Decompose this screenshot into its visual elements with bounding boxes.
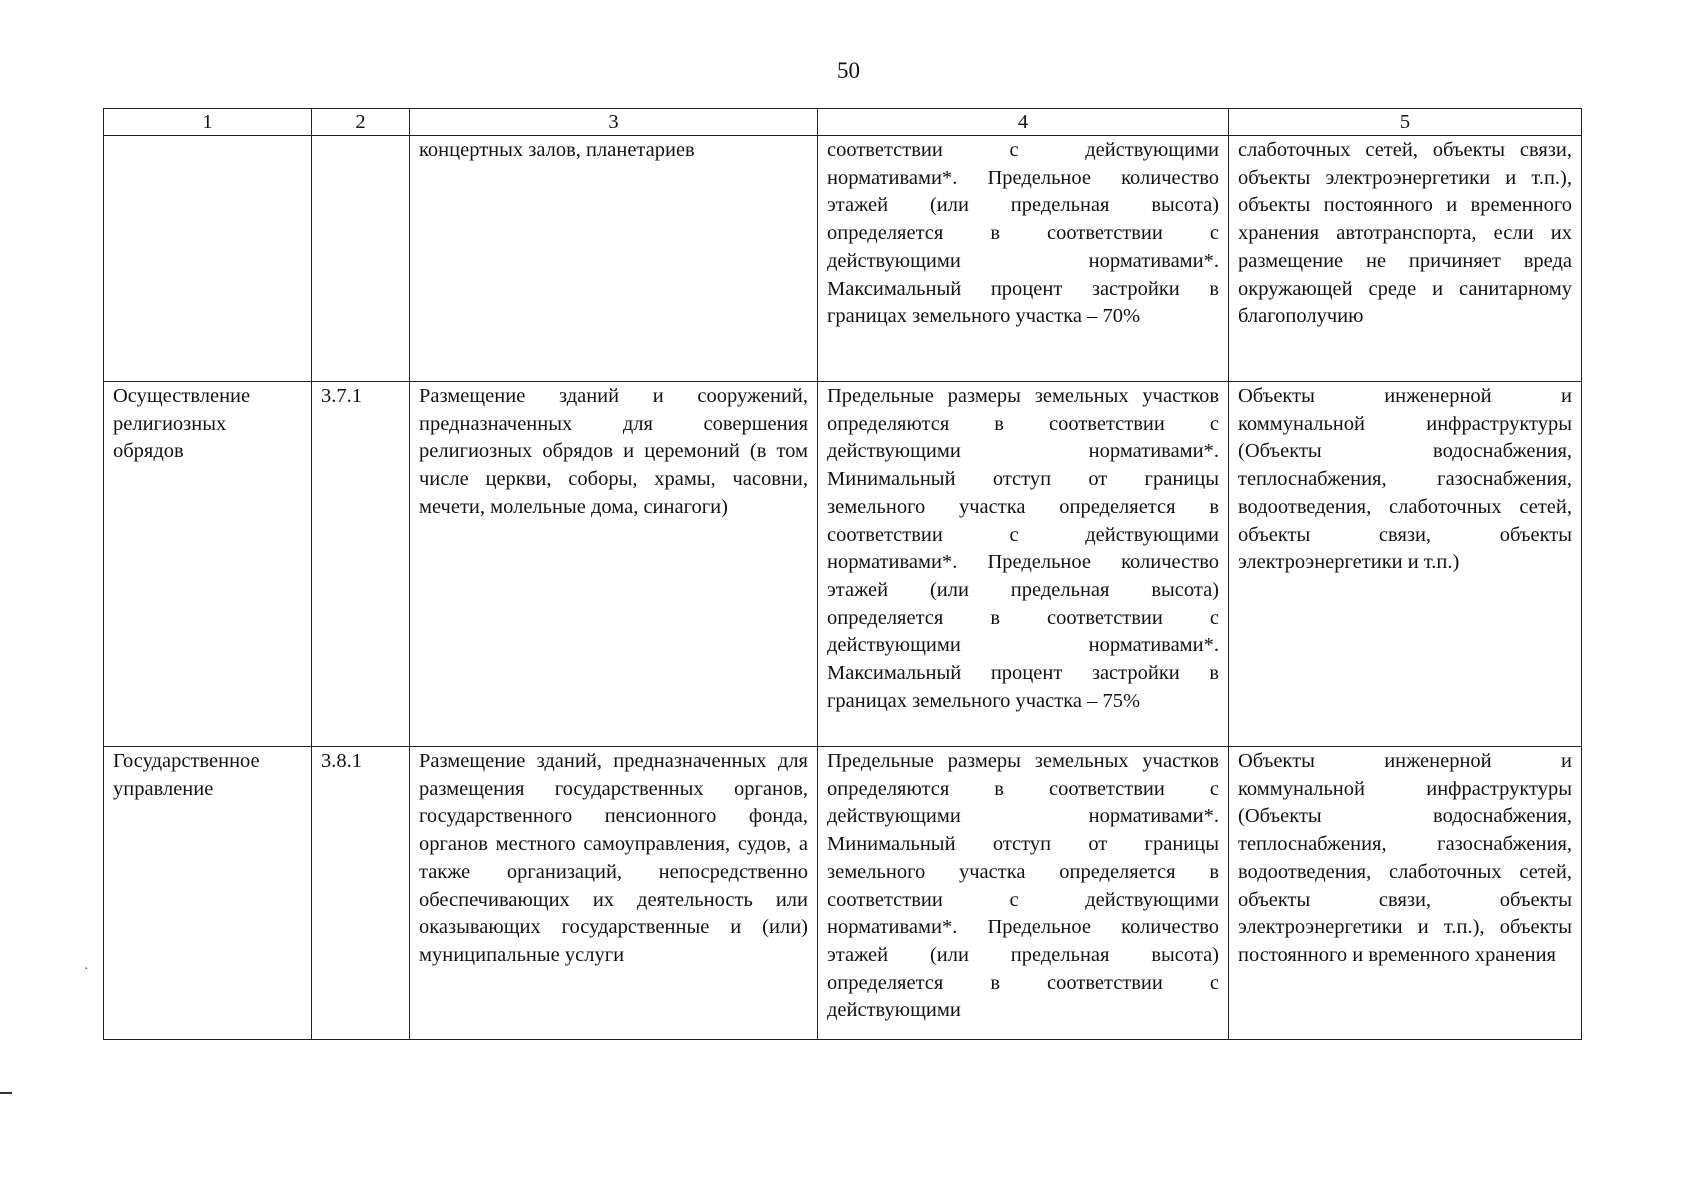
scan-edge-mark xyxy=(0,1092,12,1094)
use-type-description: концертных залов, планетариев xyxy=(410,136,818,382)
building-parameters: Предельные размеры земельных участков определяются в соответствии с действующими нормативами*. Минимальный отступ от границы земельного участка определяется в соответствии с действующими нормативами*. Предельное количество этажей (или предельная высота) определяется в соответствии с действующими xyxy=(818,747,1229,1040)
column-header: 5 xyxy=(1229,109,1582,136)
table-header-row xyxy=(104,109,1582,136)
auxiliary-uses: Объекты инженерной и коммунальной инфраструктуры (Объекты водоснабжения, теплоснабжения, газоснабжения, водоотведения, слаботочных сетей, объекты связи, объекты электроэнергетики и т.п.), объекты постоянного и временного хранения xyxy=(1229,747,1582,1040)
auxiliary-uses: слаботочных сетей, объекты связи, объекты электроэнергетики и т.п.), объекты постоянного и временного хранения автотранспорта, если их размещение не причиняет вреда окружающей среде и санитарному благополучию xyxy=(1229,136,1582,382)
use-type-description: Размещение зданий и сооружений, предназначенных для совершения религиозных обрядов и церемоний (в том числе церкви, соборы, храмы, часовни, мечети, молельные дома, синагоги) xyxy=(410,382,818,747)
auxiliary-uses: Объекты инженерной и коммунальной инфраструктуры (Объекты водоснабжения, теплоснабжения, газоснабжения, водоотведения, слаботочных сетей, объекты связи, объекты электроэнергетики и т.п.) xyxy=(1229,382,1582,747)
column-header: 3 xyxy=(410,109,818,136)
use-type-name: Осуществление религиозных обрядов xyxy=(104,382,312,747)
use-type-name xyxy=(104,136,312,382)
building-parameters: соответствии с действующими нормативами*. Предельное количество этажей (или предельная высота) определяется в соответствии с действующими нормативами*. Максимальный процент застройки в границах земельного участка – 70% xyxy=(818,136,1229,382)
use-type-name: Государственное управление xyxy=(104,747,312,1040)
use-type-code: 3.8.1 xyxy=(312,747,410,1040)
column-header: 4 xyxy=(818,109,1229,136)
use-type-code: 3.7.1 xyxy=(312,382,410,747)
scan-speck: · xyxy=(84,962,89,977)
land-use-table xyxy=(103,108,1582,1040)
use-type-code xyxy=(312,136,410,382)
column-header: 1 xyxy=(104,109,312,136)
page-number: 50 xyxy=(837,58,860,83)
column-header: 2 xyxy=(312,109,410,136)
table-row xyxy=(104,382,1582,747)
table-row xyxy=(104,136,1582,382)
use-type-description: Размещение зданий, предназначенных для размещения государственных органов, государственного пенсионного фонда, органов местного самоуправления, судов, а также организаций, непосредственно обеспечивающих их деятельность или оказывающих государственные и (или) муниципальные услуги xyxy=(410,747,818,1040)
building-parameters: Предельные размеры земельных участков определяются в соответствии с действующими нормативами*. Минимальный отступ от границы земельного участка определяется в соответствии с действующими нормативами*. Предельное количество этажей (или предельная высота) определяется в соответствии с действующими нормативами*. Максимальный процент застройки в границах земельного участка – 75% xyxy=(818,382,1229,747)
table-row xyxy=(104,747,1582,1040)
